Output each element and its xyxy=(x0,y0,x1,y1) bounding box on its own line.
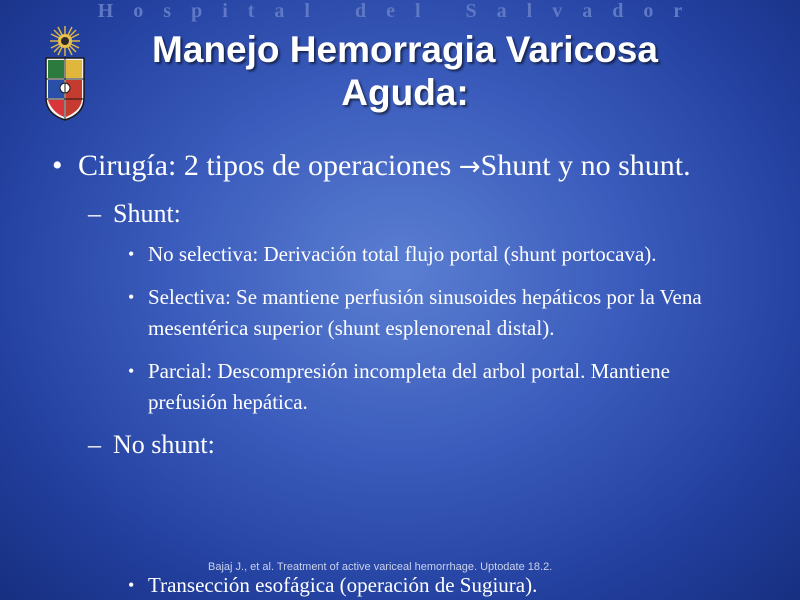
no-shunt-label: No shunt: xyxy=(113,430,215,459)
no-shunt-item xyxy=(48,571,748,599)
bullet-marker: • xyxy=(52,149,63,182)
dash-marker: – xyxy=(88,430,101,459)
bullet-marker: • xyxy=(128,361,135,381)
bullet-marker: • xyxy=(128,575,135,595)
no-shunt-item-text: Transección esofágica (operación de Sugiura). xyxy=(148,573,538,597)
shunt-label: Shunt: xyxy=(113,199,181,228)
shunt-item xyxy=(48,282,738,344)
shunt-item xyxy=(48,356,738,418)
bullet-marker: • xyxy=(128,244,135,264)
shunt-item xyxy=(48,239,738,270)
header-institution: Hospital del Salvador xyxy=(97,0,703,22)
bullet-cirugia xyxy=(48,148,748,185)
slide-content xyxy=(48,148,748,460)
bullet-marker: • xyxy=(128,287,135,307)
right-arrow-icon: → xyxy=(458,152,481,182)
cirugia-text-continued: Shunt y no shunt. xyxy=(480,149,691,182)
citation: Bajaj J., et al. Treatment of active variceal hemorrhage. Uptodate 18.2. xyxy=(208,561,553,573)
shunt-item-text: Parcial: Descompresión incompleta del arbol portal. Mantiene prefusión hepática. xyxy=(148,359,670,414)
dash-marker: – xyxy=(88,199,101,228)
sub-bullet-shunt xyxy=(48,199,748,229)
sub-bullet-no-shunt xyxy=(48,430,748,460)
slide-title: Manejo Hemorragia Varicosa Aguda: xyxy=(152,29,658,113)
shunt-item-text: No selectiva: Derivación total flujo portal (shunt portocava). xyxy=(148,242,657,266)
shunt-item-text: Selectiva: Se mantiene perfusión sinusoides hepáticos por la Vena mesentérica superior (shunt esplenorenal distal). xyxy=(148,285,702,340)
cirugia-text: Cirugía: 2 tipos de operaciones xyxy=(78,149,459,182)
university-crest-icon xyxy=(40,24,90,122)
